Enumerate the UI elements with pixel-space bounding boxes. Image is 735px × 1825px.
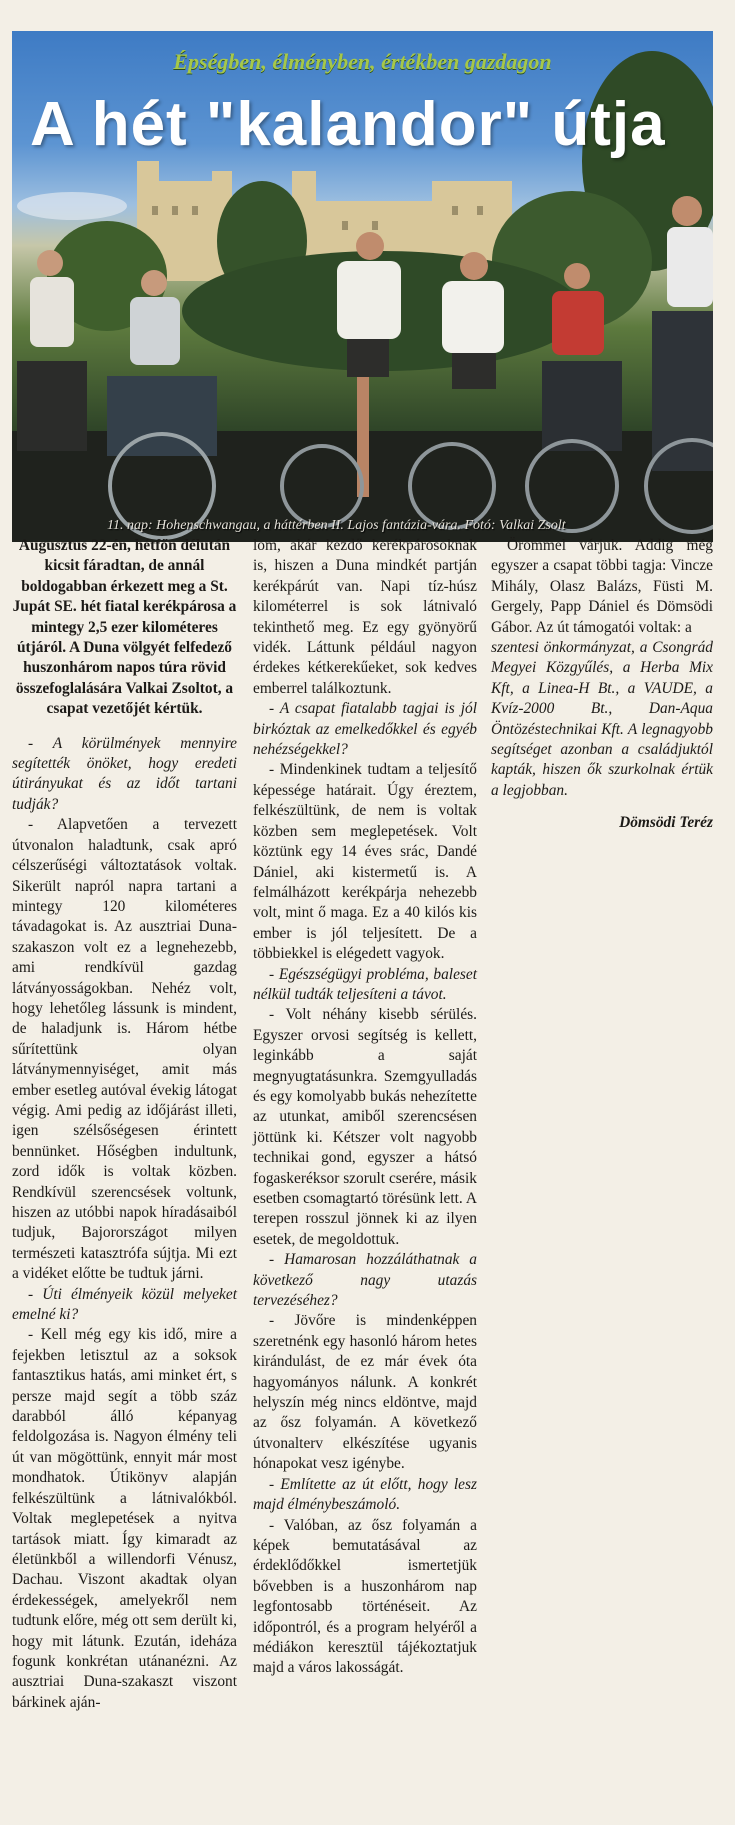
- answer: - Valóban, az ősz folyamán a képek bemutatásával az érdeklődőkkel ismertetjük bővebben is a huszonhárom nap legfontosabb történéseit. Az időpontról, és a program helyéről a médiákon keresztül tájékoztatjuk majd a város lakosságát.: [253, 1516, 477, 1677]
- sponsors-paragraph: szentesi önkormányzat, a Csongrád Megyei Közgyűlés, a Herba Mix Kft, a Linea-H Bt., a VAUDE, a Kvíz-2000 Bt., Dan-Aqua Öntözéstechnikai Kft. A legnagyobb segítséget azonban a családjuktól kapták, hiszen ők szurkolnak értük a legjobban.: [491, 639, 713, 799]
- column-3: [491, 536, 713, 834]
- answer: - Kell még egy kis idő, mire a fejekben letisztul az a soksok fantasztikus hatás, ami minket ért, s persze majd segít a több száz darabból álló képanyag feldolgozása is. Nagyon élmény teli út van mögöttünk, ennyit már most mondhatok. Útikönyv alapján felkészültünk a látnivalókból. Voltak meglepetések a nyitva tartások miatt. Így kimaradt az életünkből a willendorfi Vénusz, Dachau. Viszont akadtak olyan érdekességek, amelyekről nem tudtunk előre, még ott sem derült ki, hogy mit látunk. Ezután, ideháza fogunk konkrétan utánanézni. Az ausztriai Duna-szakaszt viszont bárkinek aján-: [12, 1326, 237, 1711]
- article-photo: [12, 31, 713, 542]
- question: - Említette az út előtt, hogy lesz majd élménybeszámoló.: [253, 1475, 477, 1514]
- column-2: [253, 536, 477, 1679]
- question: - Egészségügyi probléma, baleset nélkül tudták teljesíteni a távot.: [253, 965, 477, 1003]
- photo-caption: 11. nap: Hohenschwangau, a háttérben II. Lajos fantázia-vára. Fotó: Valkai Zsolt: [107, 518, 566, 533]
- question: - Hamarosan hozzáláthatnak a következő nagy utazás tervezéséhez?: [253, 1251, 477, 1310]
- headline: A hét "kalandor" útja: [30, 90, 666, 159]
- lead-paragraph: Augusztus 22-én, hétfőn délután kicsit fáradtan, de annál boldogabban érkezett meg a St. Jupát SE. hét fiatal kerékpárosa a mintegy 2,5 ezer kilométeres útjáról. A Duna völgyét felfedező huszonhárom napos túra rövid összefoglalására Valkai Zsoltot, a csapat vezetőjét kértük.: [12, 537, 237, 718]
- question: - A csapat fiatalabb tagjai is jól birkóztak az emelkedőkkel és egyéb nehézségekkel?: [253, 700, 477, 759]
- answer: - Jövőre is mindenképpen szeretnénk egy hasonló három hetes kirándulást, de ez már évek óta hagyományos nálunk. A konkrét helyszín még nincs eldöntve, majd az ősz folyamán. A következő útvonalterv elkészítése ugyanis hónapokat vesz igénybe.: [253, 1312, 477, 1473]
- answer: - Volt néhány kisebb sérülés. Egyszer orvosi segítség is kellett, leginkább a saját megnyugtatásunkra. Szemgyulladás és egy komolyabb bukás nehezítette az utunkat, amiből szerencsésen jöttünk ki. Kétszer volt nagyobb technikai gond, egyszer a hátsó fogaskeréksor szorult cserére, másik esetben csomagtartó törésünk lett. A terepen rosszul jönnek ki az ilyen esetek, de megoldottuk.: [253, 1006, 477, 1248]
- author-signature: Dömsödi Teréz: [619, 814, 713, 832]
- answer: - Mindenkinek tudtam a teljesítő képessége határait. Úgy éreztem, felkészültünk, de nem is voltak közben sem meglepetések. Volt köztünk egy 14 éves srác, Dandé Dániel, aki kistermetű is. A felmálházott kerékpárja nehezebb volt, mint ő maga. Ez a 40 kilós kis ember is jól teljesített. De a többiekkel is elégedett vagyok.: [253, 761, 477, 963]
- answer-continued: lom, akár kezdő kerékpárosoknak is, hiszen a Duna mindkét partján kerékpárút van. Napi tíz-húsz kilométerrel is sok látnivaló tekinthető meg. Ez egy gyönyörű vidék. Láttunk például nagyon érdekes kétkerekűeket, sok kedves emberrel találkoztunk.: [253, 537, 477, 697]
- kicker: Épségben, élményben, értékben gazdagon: [173, 49, 552, 74]
- closing-paragraph: Örömmel várjuk. Addig még egyszer a csapat többi tagja: Vincze Mihály, Olasz Balázs, Füsti M. Gergely, Papp Dániel és Dömsödi Gábor. Az út támogatói voltak: a: [491, 537, 713, 636]
- question: - Úti élményeik közül melyeket emelné ki?: [12, 1285, 237, 1324]
- answer: - Alapvetően a tervezett útvonalon haladtunk, csak apró célszerűségi változtatások voltak. Sikerült napról napra tartani a mintegy 120 kilométeres távadagokat is. Az ausztriai Duna-szakaszon volt ez a legnehezebb, ami rendkívül gazdag látványosságokban. Nehéz volt, hogy lehetőleg lássunk is mindent, de haladjunk is. Három hétbe sűrítettünk olyan látványmennyiséget, amit más ember esetleg autóval évekig látogat végig. Ami pedig az időjárást illeti, igen szélsőségesen érintett bennünket. Hőségben indultunk, zord idők is voltak közben. Rendkívül szerencsések voltunk, hiszen az utóbbi napok híradásaiból tudjuk, Bajorországot milyen természeti katasztrófa sújtja. Mi ezt a vidéket előtte be tudtuk járni.: [12, 816, 237, 1283]
- column-1: [12, 536, 237, 1713]
- question: - A körülmények mennyire segítették önöket, hogy eredeti útirányukat és az időt tartani tudják?: [12, 734, 237, 813]
